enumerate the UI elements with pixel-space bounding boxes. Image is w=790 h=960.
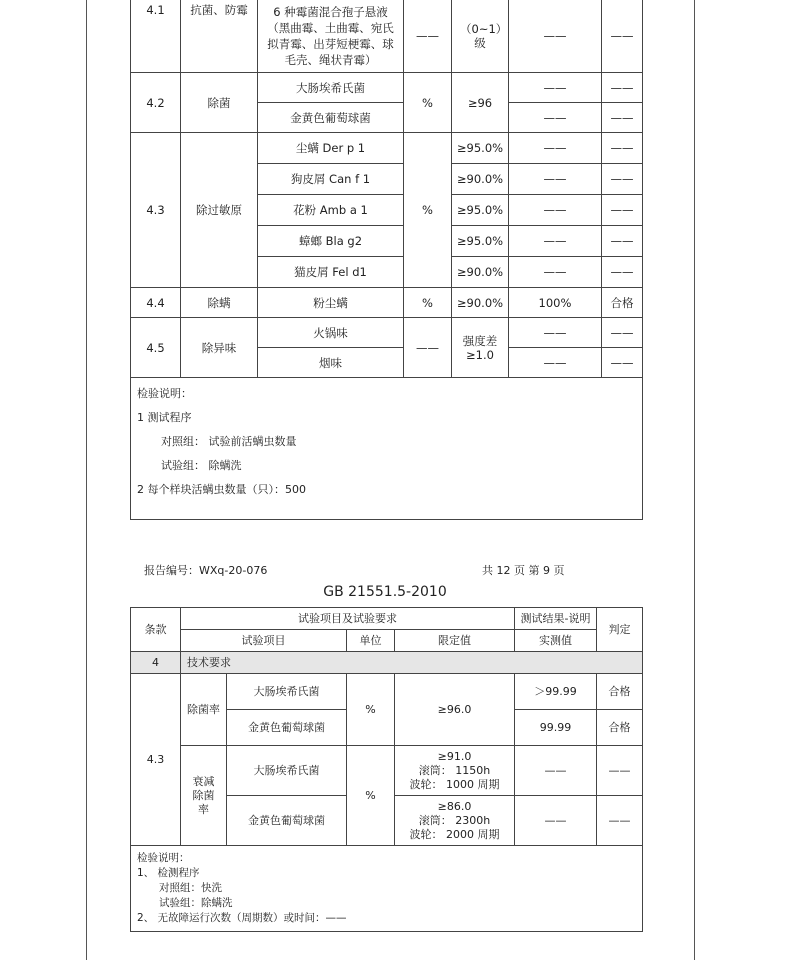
limit-cell: （0~1）级 — [452, 0, 509, 73]
unit-cell: % — [404, 73, 452, 133]
notes-title: 检验说明： — [137, 387, 192, 400]
table-row — [131, 288, 643, 318]
notes-cell — [131, 846, 643, 932]
limit-cell — [395, 746, 515, 796]
judge-cell: —— — [602, 73, 643, 103]
limit-cell: 强度差≥1.0 — [452, 318, 509, 378]
page-1-sheet — [130, 0, 642, 520]
table-row — [131, 73, 643, 103]
limit-cell — [395, 796, 515, 846]
header-result-group: 测试结果-说明 — [515, 608, 597, 630]
result-cell: —— — [509, 133, 602, 164]
notes-line: 试验组：除螨洗 — [159, 897, 233, 909]
judge-cell: 合格 — [597, 710, 643, 746]
limit-cell: ≥90.0% — [452, 257, 509, 288]
notes-cell — [131, 378, 643, 520]
limit-cell: ≥95.0% — [452, 133, 509, 164]
limit-cell: ≥96 — [452, 73, 509, 133]
table-row — [131, 133, 643, 164]
result-cell: —— — [515, 796, 597, 846]
page-info: 共 12 页 第 9 页 — [482, 564, 565, 577]
header-limit: 限定值 — [395, 630, 515, 652]
result-cell: —— — [509, 348, 602, 378]
clause-cell: 4.5 — [131, 318, 181, 378]
limit-cell: ≥90.0% — [452, 164, 509, 195]
limit-cell: ≥95.0% — [452, 195, 509, 226]
limit-line: 波轮： 1000 周期 — [409, 777, 500, 791]
unit-cell: —— — [404, 0, 452, 73]
notes-line: 1、 检测程序 — [137, 867, 200, 879]
item-cell: 除菌率 — [181, 674, 227, 746]
result-cell: 100% — [509, 288, 602, 318]
limit-cell: ≥95.0% — [452, 226, 509, 257]
limit-line: 滚筒： 1150h — [418, 763, 491, 777]
test-cell: 蟑螂 Bla g2 — [258, 226, 404, 257]
header-group: 试验项目及试验要求 — [181, 608, 515, 630]
test-cell: 花粉 Amb a 1 — [258, 195, 404, 226]
item-cell: 衰减除菌率 — [181, 746, 227, 846]
judge-cell: —— — [602, 103, 643, 133]
result-cell: —— — [509, 103, 602, 133]
result-cell: —— — [509, 257, 602, 288]
result-cell: —— — [509, 226, 602, 257]
judge-cell: 合格 — [602, 288, 643, 318]
limit-cell: ≥96.0 — [395, 674, 515, 746]
page-2-sheet — [110, 540, 660, 940]
limit-line: ≥86.0 — [437, 799, 472, 813]
page-2-table — [130, 607, 643, 932]
header-test-item: 试验项目 — [181, 630, 347, 652]
clause-cell: 4.1 — [131, 0, 181, 73]
clause-cell: 4.2 — [131, 73, 181, 133]
test-cell: 6 种霉菌混合孢子悬液（黑曲霉、土曲霉、宛氏拟青霉、出芽短梗霉、球毛壳、绳状青霉） — [258, 0, 404, 73]
limit-line: ≥91.0 — [437, 749, 472, 763]
notes-line: 1 测试程序 — [137, 411, 192, 424]
unit-cell: % — [404, 288, 452, 318]
unit-cell: —— — [404, 318, 452, 378]
judge-cell: —— — [602, 0, 643, 73]
notes-title: 检验说明： — [137, 852, 190, 864]
test-cell: 金黄色葡萄球菌 — [227, 796, 347, 846]
result-cell: 99.99 — [515, 710, 597, 746]
section-row — [131, 652, 643, 674]
test-cell: 大肠埃希氏菌 — [258, 73, 404, 103]
limit-line: 波轮： 2000 周期 — [409, 827, 500, 841]
header-clause: 条款 — [131, 608, 181, 652]
table-row — [131, 674, 643, 710]
judge-cell: —— — [602, 318, 643, 348]
result-cell: —— — [509, 318, 602, 348]
test-cell: 猫皮屑 Fel d1 — [258, 257, 404, 288]
clause-cell: 4.4 — [131, 288, 181, 318]
left-frame-line — [86, 0, 87, 960]
table-row — [131, 846, 643, 932]
header-judge: 判定 — [597, 608, 643, 652]
result-cell: —— — [509, 0, 602, 73]
limit-cell: ≥90.0% — [452, 288, 509, 318]
judge-cell: —— — [597, 796, 643, 846]
unit-cell: % — [347, 746, 395, 846]
header-measured: 实测值 — [515, 630, 597, 652]
section-number: 4 — [131, 652, 181, 674]
result-cell: ＞99.99 — [515, 674, 597, 710]
judge-cell: —— — [602, 257, 643, 288]
judge-cell: —— — [602, 133, 643, 164]
test-cell: 烟味 — [258, 348, 404, 378]
test-cell: 尘螨 Der p 1 — [258, 133, 404, 164]
table-row — [131, 746, 643, 796]
clause-cell: 4.3 — [131, 133, 181, 288]
limit-line: 滚筒： 2300h — [418, 813, 491, 827]
result-cell: —— — [509, 73, 602, 103]
test-cell: 粉尘螨 — [258, 288, 404, 318]
notes-line: 2、 无故障运行次数（周期数）或时间：—— — [137, 912, 347, 924]
unit-cell: % — [404, 133, 452, 288]
header-unit: 单位 — [347, 630, 395, 652]
section-label: 技术要求 — [181, 652, 643, 674]
test-cell: 狗皮屑 Can f 1 — [258, 164, 404, 195]
item-cell: 除过敏原 — [181, 133, 258, 288]
test-cell: 大肠埃希氏菌 — [227, 746, 347, 796]
page-1-table — [130, 0, 643, 520]
judge-cell: 合格 — [597, 674, 643, 710]
judge-cell: —— — [602, 348, 643, 378]
notes-line: 试验组： 除螨洗 — [161, 459, 242, 472]
judge-cell: —— — [602, 195, 643, 226]
item-cell: 除异味 — [181, 318, 258, 378]
item-cell: 除螨 — [181, 288, 258, 318]
table-row — [131, 0, 643, 73]
item-cell: 除菌 — [181, 73, 258, 133]
result-cell: —— — [509, 195, 602, 226]
notes-line: 2 每个样块活螨虫数量（只）：500 — [137, 483, 306, 496]
notes-line: 对照组： 试验前活螨虫数量 — [161, 435, 297, 448]
unit-cell: % — [347, 674, 395, 746]
standard-title: GB 21551.5-2010 — [323, 584, 447, 600]
test-cell: 火锅味 — [258, 318, 404, 348]
judge-cell: —— — [602, 164, 643, 195]
test-cell: 大肠埃希氏菌 — [227, 674, 347, 710]
report-number: 报告编号：WXq-20-076 — [144, 564, 268, 577]
table-row — [131, 630, 643, 652]
judge-cell: —— — [597, 746, 643, 796]
test-cell: 金黄色葡萄球菌 — [258, 103, 404, 133]
item-cell: 抗菌、防霉 — [181, 0, 258, 73]
result-cell: —— — [509, 164, 602, 195]
result-cell: —— — [515, 746, 597, 796]
table-row — [131, 318, 643, 348]
judge-cell: —— — [602, 226, 643, 257]
table-row — [131, 608, 643, 630]
notes-line: 对照组：快洗 — [159, 882, 222, 894]
right-frame-line — [694, 0, 695, 960]
table-row — [131, 378, 643, 520]
clause-cell: 4.3 — [131, 674, 181, 846]
test-cell: 金黄色葡萄球菌 — [227, 710, 347, 746]
